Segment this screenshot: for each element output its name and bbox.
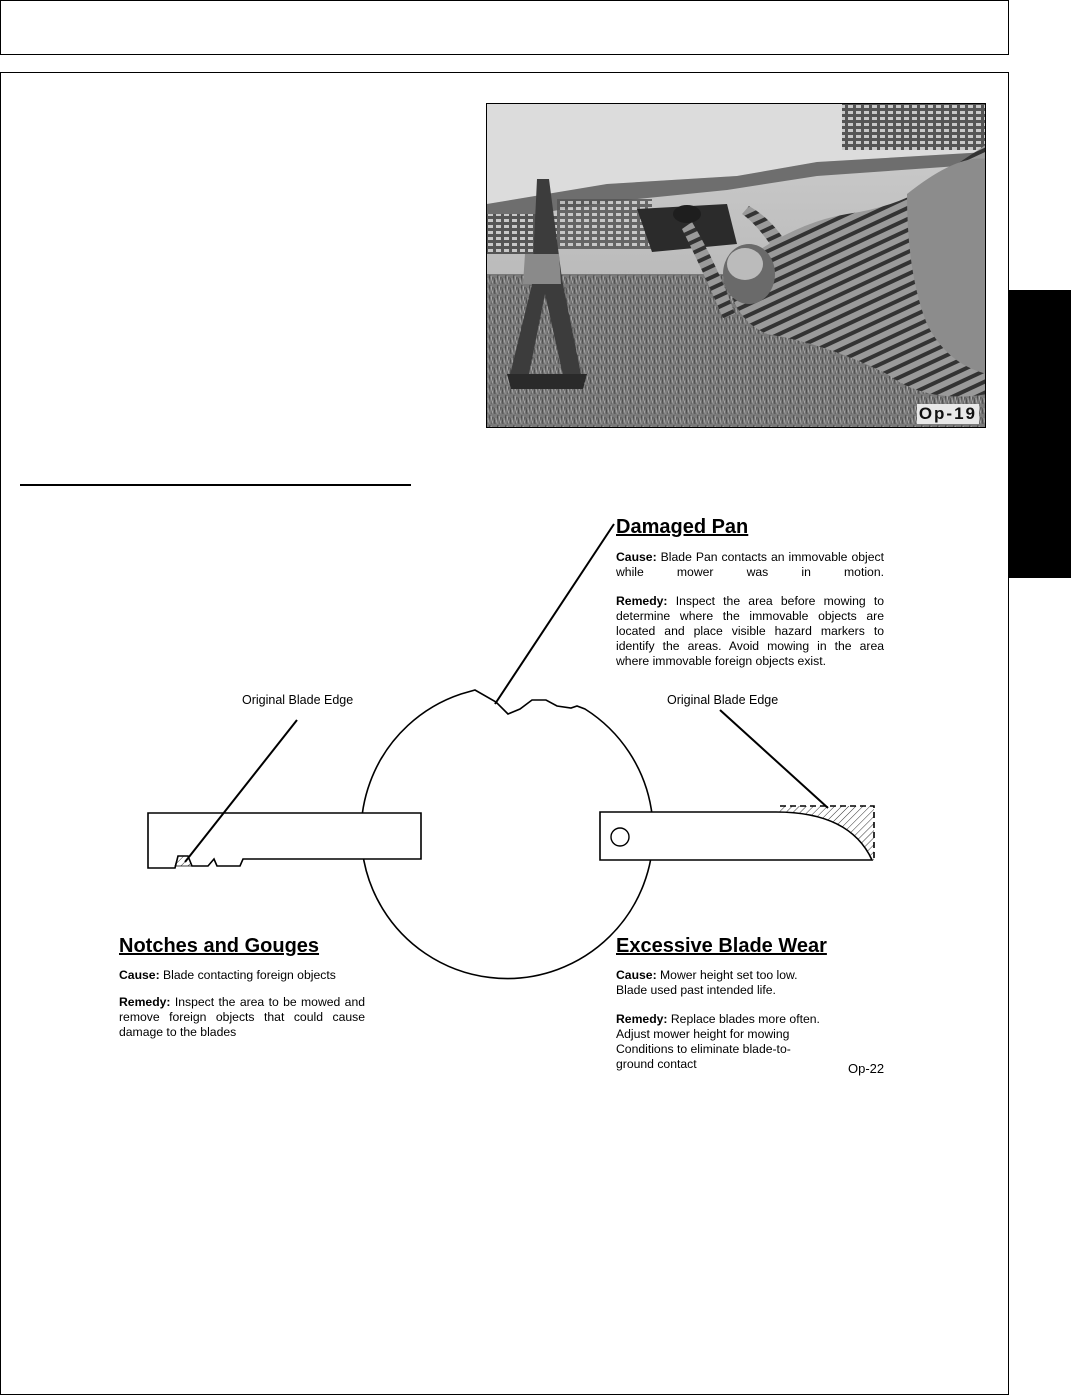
leader-damaged-pan	[495, 524, 614, 704]
remedy-text: Inspect the area before mowing to determine where the immovable objects are located and place visible hazard markers to identify the areas. Avoid mowing in the area where immovable foreign objects exist.	[616, 594, 885, 668]
cause-line-1: Mower height set too low.	[660, 968, 798, 982]
original-blade-edge-label-right: Original Blade Edge	[667, 693, 779, 707]
remedy-text: Inspect the area to be mowed and remove foreign objects that could cause damage to the blades	[119, 995, 366, 1039]
figure-id: Op-22	[848, 1061, 885, 1076]
cause-label: Cause:	[616, 550, 657, 564]
remedy-line-2: Adjust mower height for mowing	[616, 1027, 790, 1041]
remedy-label: Remedy:	[616, 594, 668, 608]
blade-wear-title: Excessive Blade Wear	[616, 935, 827, 957]
cause-line-2: Blade used past intended life.	[616, 983, 776, 997]
damaged-pan-remedy	[616, 594, 884, 669]
damaged-pan-cause	[616, 550, 884, 580]
notches-cause	[119, 968, 369, 983]
remedy-line-4: ground contact	[616, 1057, 697, 1071]
photo-label: Op-19	[918, 404, 977, 423]
cause-label: Cause:	[616, 968, 657, 982]
leader-right-edge	[720, 710, 828, 808]
cause-text: Blade contacting foreign objects	[163, 968, 336, 982]
original-blade-edge-label-left: Original Blade Edge	[242, 693, 354, 707]
remedy-line-1: Replace blades more often.	[670, 1012, 820, 1026]
remedy-line-3: Conditions to eliminate blade-to-	[616, 1042, 791, 1056]
blade-wear-cause	[616, 968, 876, 998]
cause-text: Blade Pan contacts an immovable object while mower was in motion.	[616, 550, 885, 579]
blade-wear-remedy	[616, 1012, 876, 1072]
cause-label: Cause:	[119, 968, 160, 982]
notches-title: Notches and Gouges	[119, 935, 320, 957]
remedy-label: Remedy:	[119, 995, 171, 1009]
notches-remedy	[119, 995, 365, 1040]
damaged-pan-title: Damaged Pan	[616, 516, 749, 538]
blade-bolt-hole	[611, 828, 629, 846]
remedy-label: Remedy:	[616, 1012, 668, 1026]
